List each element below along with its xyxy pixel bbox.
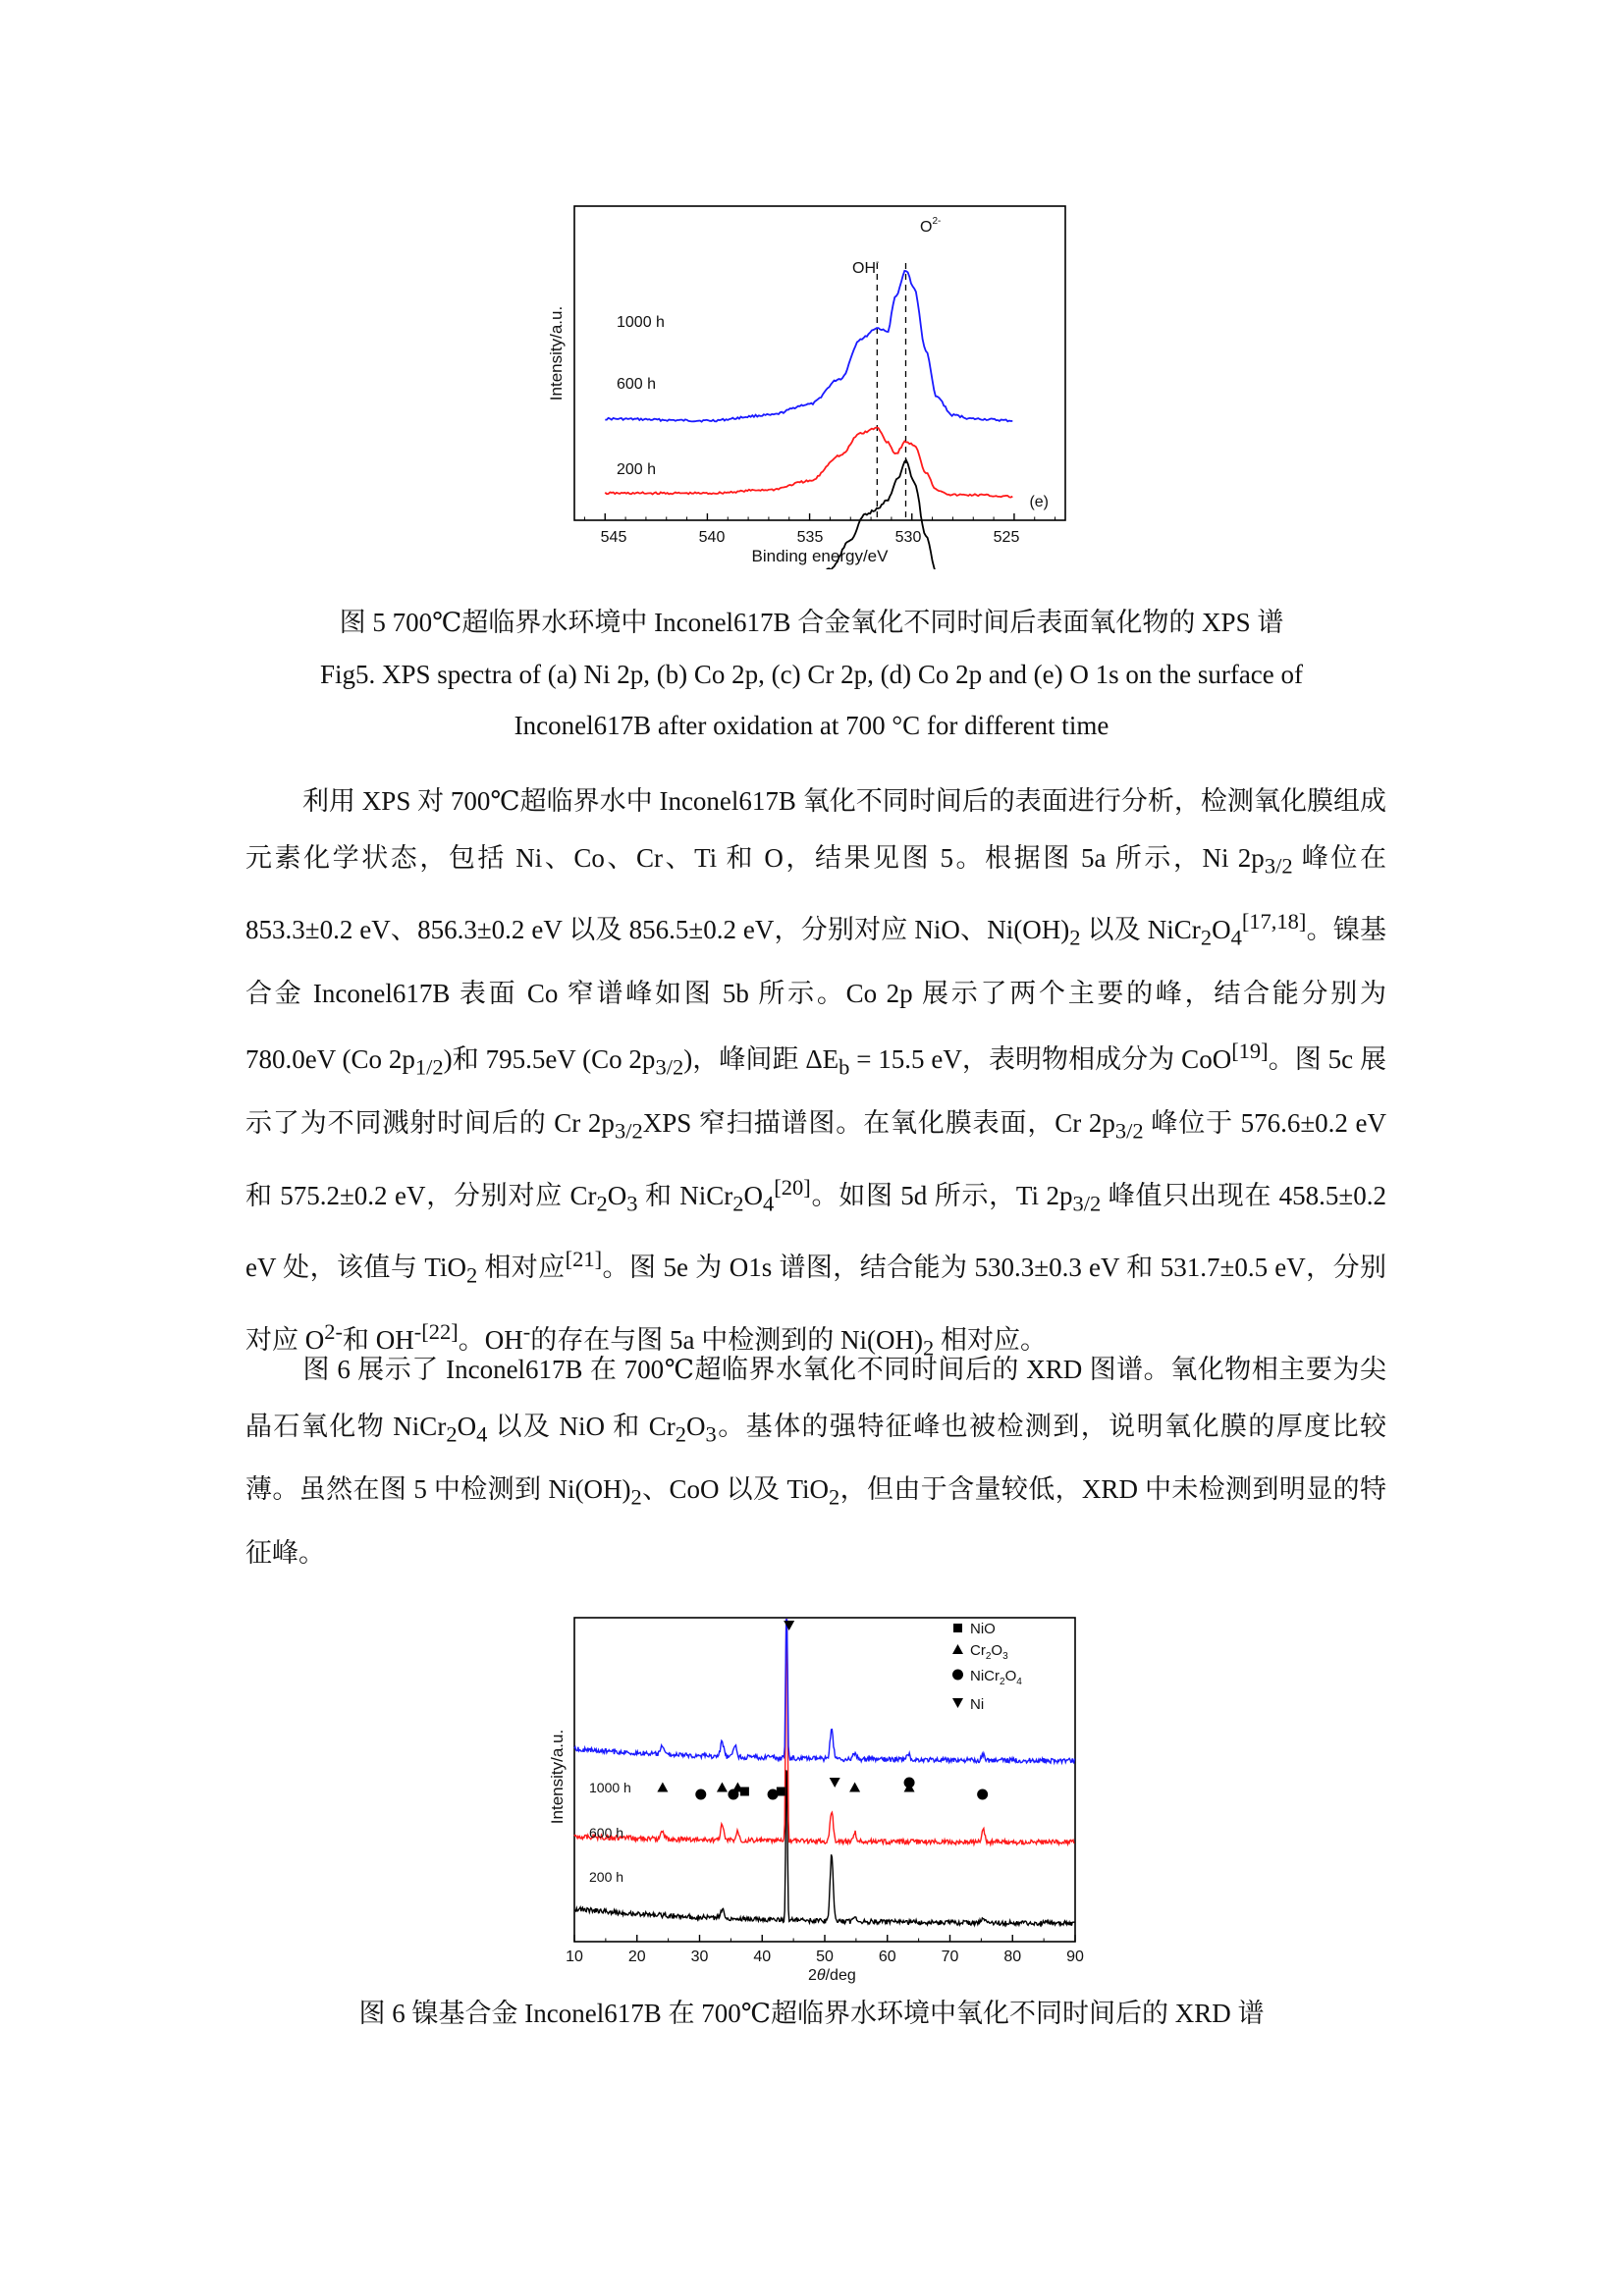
- series-line-1000h: [605, 271, 1012, 422]
- x-axis-label: Binding energy/eV: [751, 547, 889, 565]
- peak-label-o2: $O^{2-}$: [920, 216, 942, 236]
- series-label-600h: 600 h: [589, 1825, 624, 1841]
- x-tick-label: 10: [566, 1949, 583, 1965]
- peak-label-oh: OH-: [852, 257, 880, 277]
- x-tick-label: 60: [878, 1949, 896, 1965]
- x-tick-label: 40: [753, 1949, 772, 1965]
- figure-5-caption-en-2: Inconel617B after oxidation at 700 °C for different time: [514, 711, 1109, 740]
- figure-5-caption-cn: 图 5 700℃超临界水环境中 Inconel617B 合金氧化不同时间后表面氧化物的 XPS 谱: [339, 608, 1284, 637]
- x-tick-label: 545: [600, 529, 627, 546]
- phase-marker-ni: [830, 1778, 840, 1788]
- series-label-600h: 600 h: [617, 376, 657, 393]
- x-tick-label: 70: [941, 1949, 959, 1965]
- phase-marker-nicr2o4: [904, 1778, 915, 1789]
- series-label-1000h: 1000 h: [617, 314, 665, 331]
- legend-label-nio: NiO: [970, 1621, 996, 1637]
- xrd-chart: [535, 1610, 1095, 1993]
- x-tick-label: 525: [993, 529, 1020, 546]
- x-tick-label: 30: [690, 1949, 709, 1965]
- legend-marker-nio: [953, 1624, 962, 1632]
- figure-6-xrd: [535, 1610, 1095, 1993]
- x-tick-label: 540: [698, 529, 726, 546]
- series-label-200h: 200 h: [617, 461, 657, 478]
- x-tick-label: 80: [1003, 1949, 1022, 1965]
- phase-marker-nicr2o4: [695, 1789, 706, 1800]
- y-axis-label: Intensity/a.u.: [547, 305, 566, 401]
- series-line-1000h: [574, 1620, 1075, 1763]
- legend-marker-cr2o3: [952, 1644, 963, 1654]
- x-tick-label: 20: [627, 1949, 646, 1965]
- phase-marker-cr2o3: [657, 1783, 668, 1792]
- phase-marker-cr2o3: [849, 1783, 860, 1792]
- paragraph-xrd-analysis: 图 6 展示了 Inconel617B 在 700℃超临界水氧化不同时间后的 XRD 图谱。氧化物相主要为尖晶石氧化物 $NiCr_2O_4$ 以及 NiO 和 $Cr_2O_3$。基体的强特征峰也被检测到，说明氧化膜的厚度比较薄。虽然在图 5 中检测到 $Ni(OH)_2$、CoO 以及 TiO$_2$，但由于含量较低，XRD 中未检测到明显的特征峰。: [245, 1355, 1387, 1569]
- plot-frame: [574, 1618, 1075, 1942]
- x-tick-label: 535: [796, 529, 824, 546]
- legend-label-nicr2o4: $NiCr_2O_4$: [970, 1668, 1022, 1687]
- xps-chart: [530, 196, 1100, 569]
- legend: [952, 1621, 1022, 1713]
- x-tick-label: 50: [816, 1949, 834, 1965]
- legend-marker-nicr2o4: [952, 1670, 963, 1681]
- x-axis-label: 2θ/deg: [808, 1967, 856, 1984]
- series-line-200h: [574, 1770, 1075, 1925]
- phase-marker-nicr2o4: [977, 1789, 988, 1800]
- series-line-600h: [605, 427, 1012, 497]
- legend-marker-ni: [952, 1698, 963, 1708]
- figure-6-caption-cn: 图 6 镍基合金 Inconel617B 在 700℃超临界水环境中氧化不同时间后的 XRD 谱: [358, 1999, 1265, 2028]
- figure-5-caption-en-1: Fig5. XPS spectra of (a) Ni 2p, (b) Co 2p, (c) Cr 2p, (d) Co 2p and (e) O 1s on the surface of: [319, 660, 1304, 689]
- series-label-1000h: 1000 h: [589, 1780, 631, 1795]
- phase-marker-nio: [777, 1788, 785, 1796]
- series-label-200h: 200 h: [589, 1869, 624, 1885]
- phase-marker-cr2o3: [717, 1783, 728, 1792]
- y-axis-label: Intensity/a.u.: [548, 1729, 567, 1825]
- phase-marker-nio: [740, 1788, 749, 1796]
- phase-marker-ni: [784, 1621, 794, 1630]
- legend-label-ni: Ni: [970, 1696, 985, 1713]
- x-tick-label: 530: [894, 529, 922, 546]
- paragraph-xps-analysis: 利用 XPS 对 700℃超临界水中 Inconel617B 氧化不同时间后的表面进行分析，检测氧化膜组成元素化学状态，包括 Ni、Co、Cr、Ti 和 O，结果见图 5。根据图 5a 所示，Ni $2p_{3/2}$ 峰位在 853.3±0.2 eV、856.3±0.2 eV 以及 856.5±0.2 eV，分别对应 NiO、$Ni(OH)_2$ 以及 $NiCr_2O_4[17,18]$。镍基合金 Inconel617B 表面 Co 窄谱峰如图 5b 所示。Co 2p 展示了两个主要的峰，结合能分别为 780.0eV (Co $2p_{1/2}$)和 795.5eV (Co $2p_{3/2}$)，峰间距 $\Delta E_b = 15.5$ eV，表明物相成分为 CoO[19]。图 5c 展示了为不同溅射时间后的 Cr $2p_{3/2}XPS$ 窄扫描谱图。在氧化膜表面，Cr $2p_{3/2}$ 峰位于 576.6±0.2 eV 和 575.2±0.2 eV，分别对应 $Cr_2O_3$ 和 $NiCr_2O_4[20]$。如图 5d 所示，Ti $2p_{3/2}$ 峰值只出现在 458.5±0.2 eV 处，该值与 TiO$_2$ 相对应[21]。图 5e 为 O1s 谱图，结合能为 530.3±0.3 eV 和 531.7±0.5 eV，分别对应 $O^{2-}$和 $OH^{-[22]}$。OH-的存在与图 5a 中检测到的 $Ni(OH)_2$ 相对应。: [245, 786, 1387, 1361]
- x-tick-label: 90: [1066, 1949, 1084, 1965]
- legend-label-cr2o3: $Cr_2O_3$: [970, 1642, 1008, 1662]
- panel-label: (e): [1029, 494, 1049, 510]
- figure-5e-xps: [530, 196, 1100, 569]
